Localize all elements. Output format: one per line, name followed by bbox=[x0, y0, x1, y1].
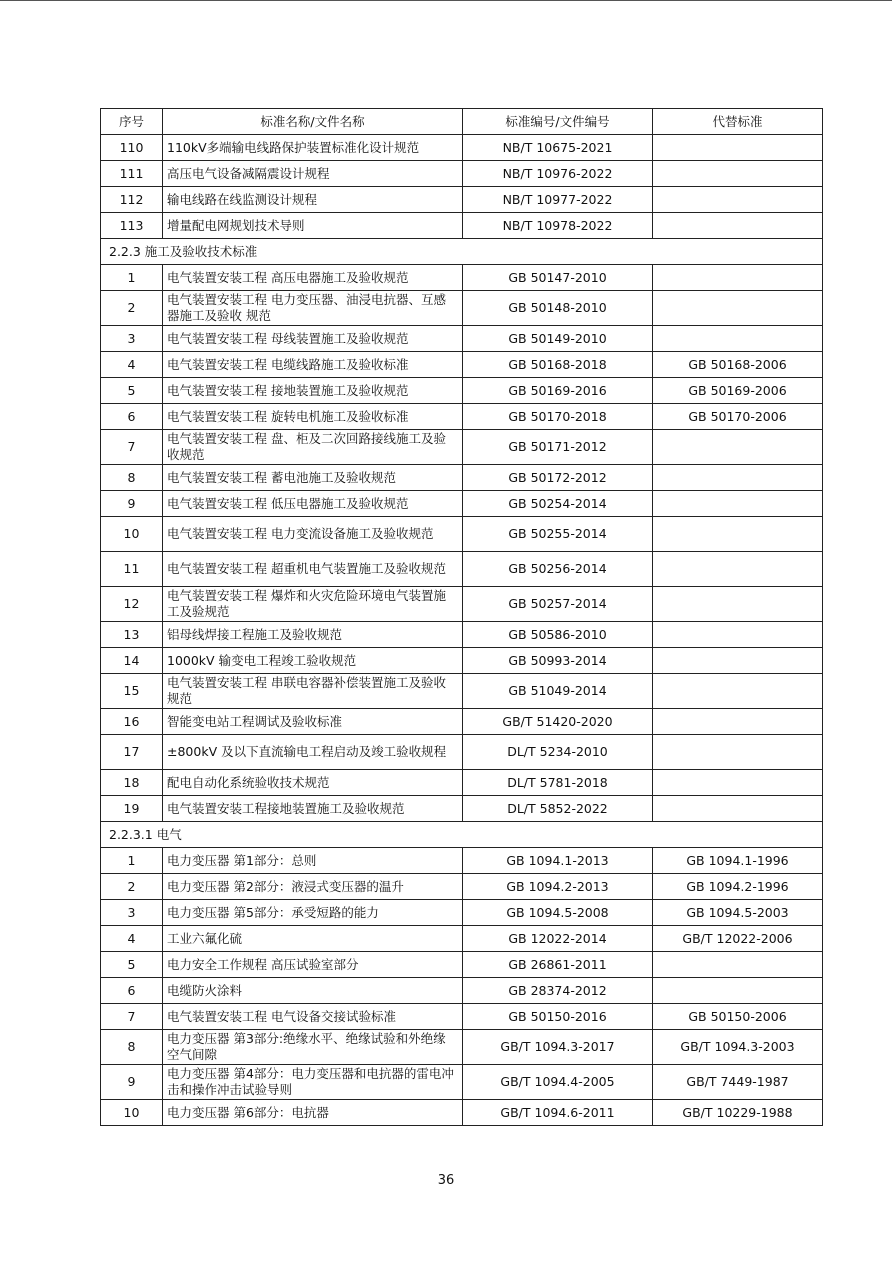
code-cell: GB 50586-2010 bbox=[463, 622, 653, 648]
table-row bbox=[101, 874, 823, 900]
code-cell: GB 50993-2014 bbox=[463, 648, 653, 674]
name-cell: 铝母线焊接工程施工及验收规范 bbox=[163, 622, 463, 648]
replace-cell bbox=[653, 430, 823, 465]
code-cell: GB 28374-2012 bbox=[463, 978, 653, 1004]
serial-cell: 6 bbox=[101, 404, 163, 430]
standards-table bbox=[100, 108, 823, 1126]
table-row bbox=[101, 135, 823, 161]
serial-cell: 11 bbox=[101, 552, 163, 587]
serial-cell: 111 bbox=[101, 161, 163, 187]
name-cell: 1000kV 输变电工程竣工验收规范 bbox=[163, 648, 463, 674]
replace-cell bbox=[653, 796, 823, 822]
serial-cell: 7 bbox=[101, 430, 163, 465]
replace-cell bbox=[653, 187, 823, 213]
serial-cell: 3 bbox=[101, 326, 163, 352]
serial-cell: 14 bbox=[101, 648, 163, 674]
table-row bbox=[101, 404, 823, 430]
code-cell: GB/T 1094.6-2011 bbox=[463, 1100, 653, 1126]
name-cell: 电气装置安装工程 爆炸和火灾危险环境电气装置施工及验规范 bbox=[163, 587, 463, 622]
serial-cell: 9 bbox=[101, 491, 163, 517]
replace-cell bbox=[653, 709, 823, 735]
serial-cell: 4 bbox=[101, 352, 163, 378]
code-cell: GB 50256-2014 bbox=[463, 552, 653, 587]
serial-cell: 8 bbox=[101, 1030, 163, 1065]
code-cell: GB 26861-2011 bbox=[463, 952, 653, 978]
name-cell: 智能变电站工程调试及验收标准 bbox=[163, 709, 463, 735]
name-cell: 工业六氟化硫 bbox=[163, 926, 463, 952]
name-cell: 电气装置安装工程 母线装置施工及验收规范 bbox=[163, 326, 463, 352]
serial-cell: 5 bbox=[101, 378, 163, 404]
name-cell: 电力变压器 第1部分：总则 bbox=[163, 848, 463, 874]
code-cell: GB 50147-2010 bbox=[463, 265, 653, 291]
serial-cell: 2 bbox=[101, 874, 163, 900]
table-row bbox=[101, 265, 823, 291]
code-cell: GB 1094.2-2013 bbox=[463, 874, 653, 900]
table-header-row bbox=[101, 109, 823, 135]
name-cell: 配电自动化系统验收技术规范 bbox=[163, 770, 463, 796]
name-cell: 输电线路在线监测设计规程 bbox=[163, 187, 463, 213]
serial-cell: 6 bbox=[101, 978, 163, 1004]
serial-cell: 15 bbox=[101, 674, 163, 709]
code-cell: NB/T 10977-2022 bbox=[463, 187, 653, 213]
name-cell: 电气装置安装工程 电力变流设备施工及验收规范 bbox=[163, 517, 463, 552]
serial-cell: 13 bbox=[101, 622, 163, 648]
name-cell: 110kV多端输电线路保护装置标准化设计规范 bbox=[163, 135, 463, 161]
name-cell: 电力变压器 第2部分：液浸式变压器的温升 bbox=[163, 874, 463, 900]
table-row bbox=[101, 978, 823, 1004]
code-cell: DL/T 5781-2018 bbox=[463, 770, 653, 796]
serial-cell: 10 bbox=[101, 1100, 163, 1126]
code-cell: DL/T 5234-2010 bbox=[463, 735, 653, 770]
table-row bbox=[101, 622, 823, 648]
header-replace: 代替标准 bbox=[653, 109, 823, 135]
serial-cell: 113 bbox=[101, 213, 163, 239]
table-row bbox=[101, 517, 823, 552]
code-cell: GB 51049-2014 bbox=[463, 674, 653, 709]
code-cell: GB/T 51420-2020 bbox=[463, 709, 653, 735]
code-cell: NB/T 10978-2022 bbox=[463, 213, 653, 239]
replace-cell bbox=[653, 213, 823, 239]
code-cell: GB/T 1094.4-2005 bbox=[463, 1065, 653, 1100]
name-cell: 电气装置安装工程 电缆线路施工及验收标准 bbox=[163, 352, 463, 378]
table-row bbox=[101, 709, 823, 735]
serial-cell: 4 bbox=[101, 926, 163, 952]
code-cell: DL/T 5852-2022 bbox=[463, 796, 653, 822]
table-row bbox=[101, 430, 823, 465]
replace-cell bbox=[653, 491, 823, 517]
table-row bbox=[101, 1030, 823, 1065]
serial-cell: 2 bbox=[101, 291, 163, 326]
replace-cell: GB/T 10229-1988 bbox=[653, 1100, 823, 1126]
table-row bbox=[101, 291, 823, 326]
replace-cell: GB 1094.2-1996 bbox=[653, 874, 823, 900]
name-cell: 电气装置安装工程 串联电容器补偿装置施工及验收规范 bbox=[163, 674, 463, 709]
code-cell: GB 50168-2018 bbox=[463, 352, 653, 378]
code-cell: GB 50172-2012 bbox=[463, 465, 653, 491]
serial-cell: 1 bbox=[101, 848, 163, 874]
name-cell: 电气装置安装工程 低压电器施工及验收规范 bbox=[163, 491, 463, 517]
code-cell: GB 1094.1-2013 bbox=[463, 848, 653, 874]
name-cell: 电气装置安装工程 电力变压器、油浸电抗器、互感器施工及验收 规范 bbox=[163, 291, 463, 326]
table-row bbox=[101, 1100, 823, 1126]
name-cell: 高压电气设备减隔震设计规程 bbox=[163, 161, 463, 187]
table-row bbox=[101, 326, 823, 352]
serial-cell: 1 bbox=[101, 265, 163, 291]
code-cell: GB 50257-2014 bbox=[463, 587, 653, 622]
name-cell: 电气装置安装工程 接地装置施工及验收规范 bbox=[163, 378, 463, 404]
code-cell: GB 50254-2014 bbox=[463, 491, 653, 517]
replace-cell: GB 50150-2006 bbox=[653, 1004, 823, 1030]
replace-cell: GB/T 7449-1987 bbox=[653, 1065, 823, 1100]
name-cell: 电气装置安装工程 超重机电气装置施工及验收规范 bbox=[163, 552, 463, 587]
section-title: 2.2.3 施工及验收技术标准 bbox=[101, 239, 823, 265]
table-row bbox=[101, 213, 823, 239]
replace-cell bbox=[653, 648, 823, 674]
replace-cell bbox=[653, 552, 823, 587]
replace-cell bbox=[653, 735, 823, 770]
table-row bbox=[101, 900, 823, 926]
name-cell: 电气装置安装工程 旋转电机施工及验收标准 bbox=[163, 404, 463, 430]
table-row bbox=[101, 1004, 823, 1030]
header-serial: 序号 bbox=[101, 109, 163, 135]
replace-cell: GB 1094.5-2003 bbox=[653, 900, 823, 926]
table-row bbox=[101, 352, 823, 378]
code-cell: GB 50169-2016 bbox=[463, 378, 653, 404]
serial-cell: 16 bbox=[101, 709, 163, 735]
name-cell: 电气装置安装工程 盘、柜及二次回路接线施工及验收规范 bbox=[163, 430, 463, 465]
replace-cell: GB/T 1094.3-2003 bbox=[653, 1030, 823, 1065]
serial-cell: 3 bbox=[101, 900, 163, 926]
table-row bbox=[101, 378, 823, 404]
section-title: 2.2.3.1 电气 bbox=[101, 822, 823, 848]
table-row bbox=[101, 491, 823, 517]
name-cell: 增量配电网规划技术导则 bbox=[163, 213, 463, 239]
code-cell: GB 50170-2018 bbox=[463, 404, 653, 430]
table-row bbox=[101, 552, 823, 587]
name-cell: 电力变压器 第4部分：电力变压器和电抗器的雷电冲击和操作冲击试验导则 bbox=[163, 1065, 463, 1100]
serial-cell: 9 bbox=[101, 1065, 163, 1100]
code-cell: GB 50149-2010 bbox=[463, 326, 653, 352]
header-code: 标准编号/文件编号 bbox=[463, 109, 653, 135]
code-cell: GB/T 1094.3-2017 bbox=[463, 1030, 653, 1065]
code-cell: GB 1094.5-2008 bbox=[463, 900, 653, 926]
code-cell: NB/T 10675-2021 bbox=[463, 135, 653, 161]
replace-cell bbox=[653, 465, 823, 491]
replace-cell: GB 50169-2006 bbox=[653, 378, 823, 404]
serial-cell: 5 bbox=[101, 952, 163, 978]
serial-cell: 18 bbox=[101, 770, 163, 796]
replace-cell bbox=[653, 952, 823, 978]
code-cell: GB 50171-2012 bbox=[463, 430, 653, 465]
replace-cell bbox=[653, 326, 823, 352]
table-row bbox=[101, 587, 823, 622]
table-row bbox=[101, 674, 823, 709]
table-row bbox=[101, 1065, 823, 1100]
replace-cell: GB 50170-2006 bbox=[653, 404, 823, 430]
name-cell: 电气装置安装工程 蓄电池施工及验收规范 bbox=[163, 465, 463, 491]
serial-cell: 112 bbox=[101, 187, 163, 213]
serial-cell: 17 bbox=[101, 735, 163, 770]
replace-cell bbox=[653, 517, 823, 552]
name-cell: 电缆防火涂料 bbox=[163, 978, 463, 1004]
replace-cell bbox=[653, 622, 823, 648]
table-row bbox=[101, 465, 823, 491]
serial-cell: 8 bbox=[101, 465, 163, 491]
name-cell: 电力变压器 第3部分:绝缘水平、绝缘试验和外绝缘空气间隙 bbox=[163, 1030, 463, 1065]
replace-cell bbox=[653, 674, 823, 709]
name-cell: 电气装置安装工程 电气设备交接试验标准 bbox=[163, 1004, 463, 1030]
code-cell: GB 50255-2014 bbox=[463, 517, 653, 552]
replace-cell bbox=[653, 770, 823, 796]
table-row bbox=[101, 796, 823, 822]
replace-cell bbox=[653, 587, 823, 622]
table-row bbox=[101, 648, 823, 674]
replace-cell bbox=[653, 161, 823, 187]
name-cell: 电气装置安装工程 高压电器施工及验收规范 bbox=[163, 265, 463, 291]
table-row bbox=[101, 770, 823, 796]
name-cell: 电力变压器 第5部分：承受短路的能力 bbox=[163, 900, 463, 926]
serial-cell: 110 bbox=[101, 135, 163, 161]
code-cell: GB 12022-2014 bbox=[463, 926, 653, 952]
name-cell: ±800kV 及以下直流输电工程启动及竣工验收规程 bbox=[163, 735, 463, 770]
serial-cell: 10 bbox=[101, 517, 163, 552]
name-cell: 电力变压器 第6部分：电抗器 bbox=[163, 1100, 463, 1126]
replace-cell bbox=[653, 265, 823, 291]
code-cell: GB 50148-2010 bbox=[463, 291, 653, 326]
serial-cell: 19 bbox=[101, 796, 163, 822]
name-cell: 电气装置安装工程接地装置施工及验收规范 bbox=[163, 796, 463, 822]
table-row bbox=[101, 161, 823, 187]
page-top-border bbox=[0, 0, 892, 1]
replace-cell: GB 50168-2006 bbox=[653, 352, 823, 378]
table-row bbox=[101, 735, 823, 770]
serial-cell: 7 bbox=[101, 1004, 163, 1030]
replace-cell bbox=[653, 291, 823, 326]
serial-cell: 12 bbox=[101, 587, 163, 622]
header-name: 标准名称/文件名称 bbox=[163, 109, 463, 135]
table-row bbox=[101, 926, 823, 952]
section-row bbox=[101, 822, 823, 848]
section-row bbox=[101, 239, 823, 265]
name-cell: 电力安全工作规程 高压试验室部分 bbox=[163, 952, 463, 978]
code-cell: NB/T 10976-2022 bbox=[463, 161, 653, 187]
table-row bbox=[101, 952, 823, 978]
table-row bbox=[101, 187, 823, 213]
replace-cell bbox=[653, 978, 823, 1004]
table-row bbox=[101, 848, 823, 874]
replace-cell: GB 1094.1-1996 bbox=[653, 848, 823, 874]
code-cell: GB 50150-2016 bbox=[463, 1004, 653, 1030]
page-number: 36 bbox=[437, 1173, 455, 1188]
replace-cell bbox=[653, 135, 823, 161]
replace-cell: GB/T 12022-2006 bbox=[653, 926, 823, 952]
